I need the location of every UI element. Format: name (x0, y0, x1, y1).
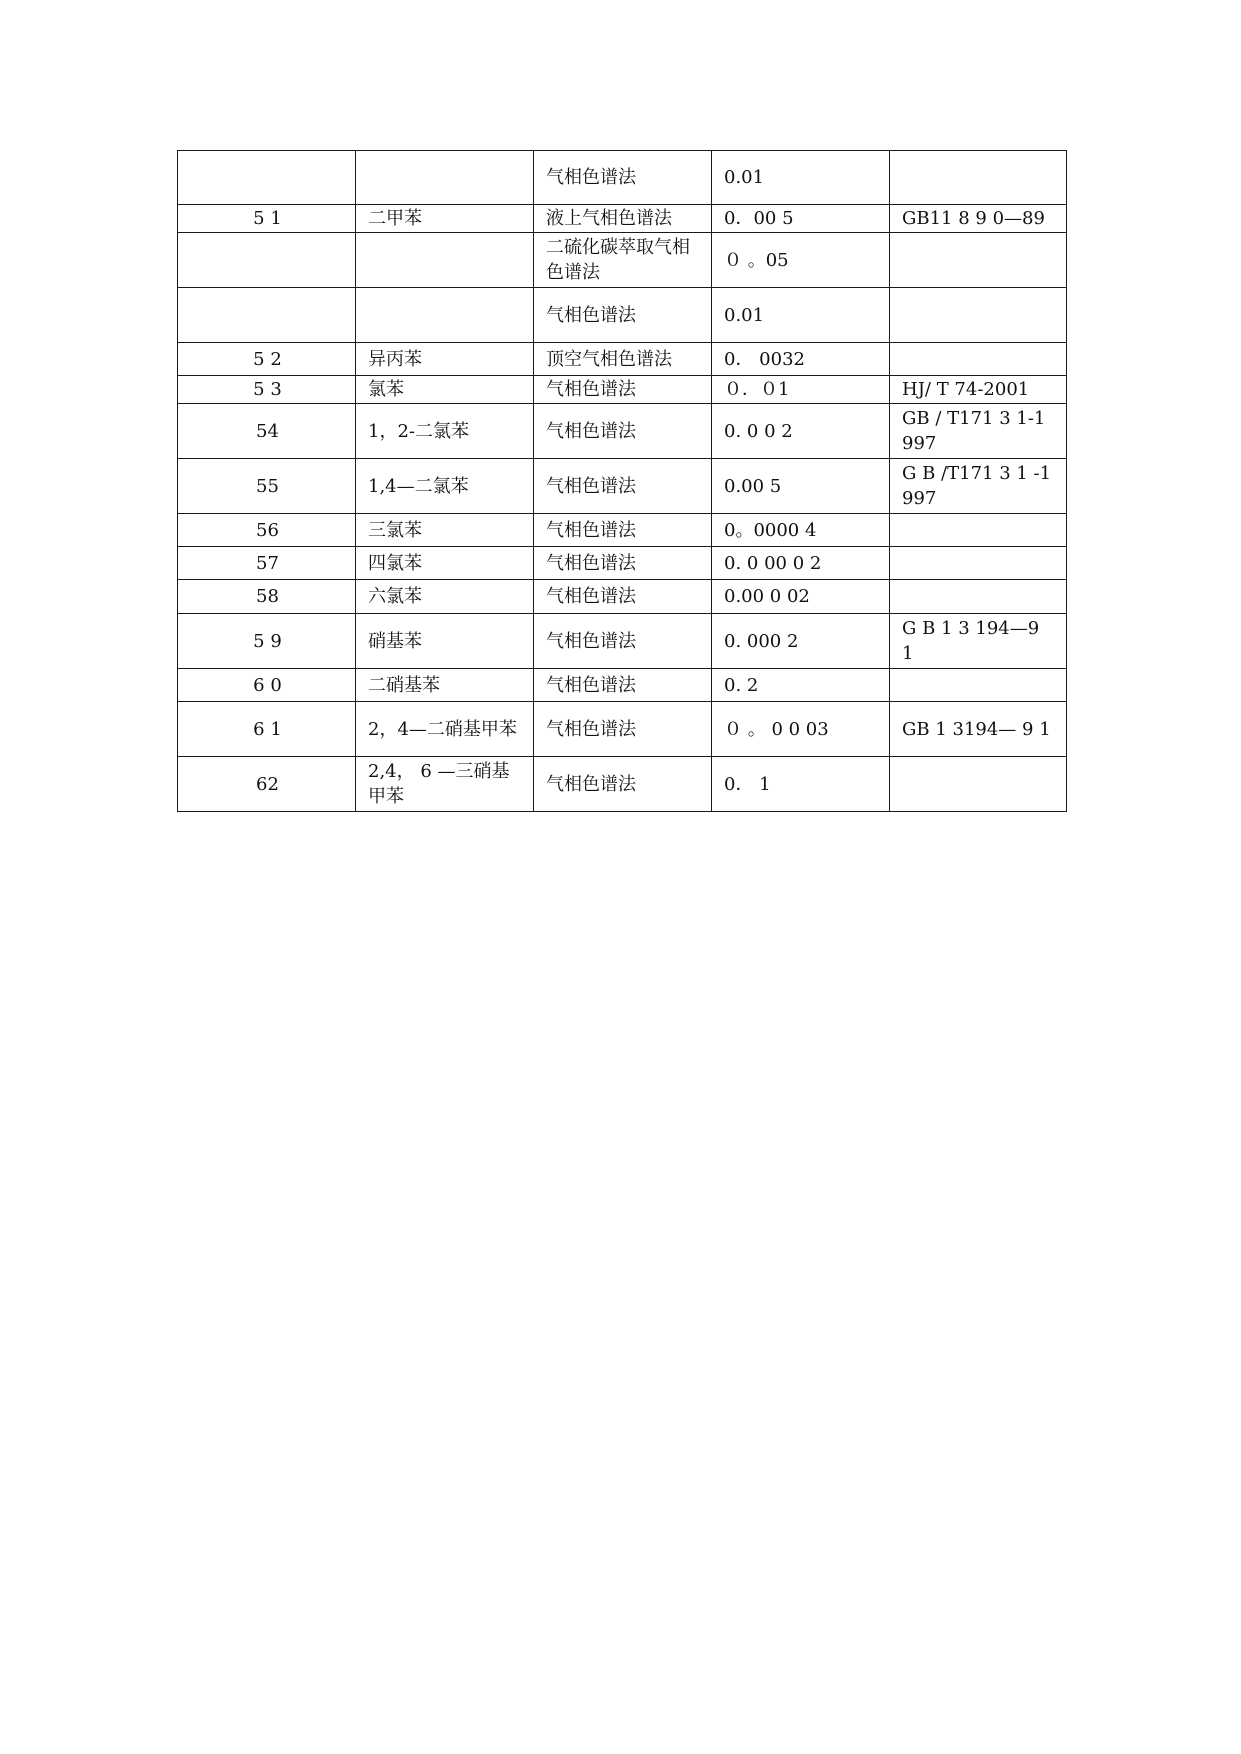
table-row (178, 614, 1067, 669)
cell-detection-limit: 0。0000 4 (712, 514, 890, 547)
cell-detection-limit: 0. 0 00 0 2 (712, 547, 890, 580)
cell-standard (890, 580, 1067, 614)
cell-detection-limit: 0.01 (712, 151, 890, 205)
cell-method: 液上气相色谱法 (534, 205, 712, 233)
cell-detection-limit: 0.00 0 02 (712, 580, 890, 614)
cell-standard (890, 669, 1067, 702)
cell-number: 5 3 (178, 376, 356, 404)
cell-detection-limit: ０．０1 (712, 376, 890, 404)
table-row (178, 205, 1067, 233)
cell-detection-limit: ０ 。 0 0 03 (712, 702, 890, 757)
table-body (178, 151, 1067, 812)
cell-substance: 六氯苯 (356, 580, 534, 614)
cell-standard: GB / T171 3 1-1997 (890, 404, 1067, 459)
cell-standard: GB11 8 9 0—89 (890, 205, 1067, 233)
cell-standard (890, 288, 1067, 343)
table-row (178, 343, 1067, 376)
table-row (178, 233, 1067, 288)
cell-substance: 二硝基苯 (356, 669, 534, 702)
cell-standard (890, 514, 1067, 547)
cell-detection-limit: 0．00 5 (712, 205, 890, 233)
cell-number: 5 1 (178, 205, 356, 233)
cell-detection-limit: 0. 0 0 2 (712, 404, 890, 459)
cell-standard (890, 547, 1067, 580)
cell-number (178, 233, 356, 288)
cell-method: 气相色谱法 (534, 459, 712, 514)
cell-method: 气相色谱法 (534, 288, 712, 343)
cell-number: 57 (178, 547, 356, 580)
table-row (178, 404, 1067, 459)
table-row (178, 459, 1067, 514)
cell-number: 55 (178, 459, 356, 514)
cell-number: 62 (178, 757, 356, 812)
cell-substance: 二甲苯 (356, 205, 534, 233)
cell-detection-limit: 0. 000 2 (712, 614, 890, 669)
cell-standard (890, 151, 1067, 205)
cell-standard (890, 233, 1067, 288)
cell-standard: G B /T171 3 1 -1997 (890, 459, 1067, 514)
cell-detection-limit: 0． 0032 (712, 343, 890, 376)
table-row (178, 702, 1067, 757)
cell-method: 气相色谱法 (534, 151, 712, 205)
table-row (178, 376, 1067, 404)
cell-substance (356, 151, 534, 205)
cell-number: 56 (178, 514, 356, 547)
cell-method: 气相色谱法 (534, 514, 712, 547)
cell-substance: 2，4—二硝基甲苯 (356, 702, 534, 757)
cell-substance: 四氯苯 (356, 547, 534, 580)
cell-number (178, 288, 356, 343)
standards-table (177, 150, 1067, 812)
cell-number (178, 151, 356, 205)
cell-number: 6 0 (178, 669, 356, 702)
cell-method: 气相色谱法 (534, 376, 712, 404)
cell-number: 6 1 (178, 702, 356, 757)
cell-number: 5 2 (178, 343, 356, 376)
table-row (178, 288, 1067, 343)
cell-detection-limit: 0.00 5 (712, 459, 890, 514)
cell-substance: 1，2-二氯苯 (356, 404, 534, 459)
cell-detection-limit: ０ 。05 (712, 233, 890, 288)
cell-method: 气相色谱法 (534, 702, 712, 757)
cell-standard (890, 757, 1067, 812)
cell-standard: G B 1 3 194—9 1 (890, 614, 1067, 669)
cell-substance: 氯苯 (356, 376, 534, 404)
table-row (178, 547, 1067, 580)
cell-detection-limit: 0． 1 (712, 757, 890, 812)
cell-number: 54 (178, 404, 356, 459)
table-row (178, 151, 1067, 205)
cell-substance (356, 288, 534, 343)
cell-number: 58 (178, 580, 356, 614)
cell-substance: 异丙苯 (356, 343, 534, 376)
cell-method: 气相色谱法 (534, 669, 712, 702)
cell-method: 气相色谱法 (534, 757, 712, 812)
cell-substance: 1,4—二氯苯 (356, 459, 534, 514)
cell-number: 5 9 (178, 614, 356, 669)
cell-method: 顶空气相色谱法 (534, 343, 712, 376)
cell-detection-limit: 0.01 (712, 288, 890, 343)
cell-standard: HJ/ T 74-2001 (890, 376, 1067, 404)
cell-detection-limit: 0. 2 (712, 669, 890, 702)
table-row (178, 580, 1067, 614)
table-row (178, 669, 1067, 702)
table-row (178, 757, 1067, 812)
cell-method: 气相色谱法 (534, 580, 712, 614)
cell-method: 二硫化碳萃取气相色谱法 (534, 233, 712, 288)
cell-substance: 三氯苯 (356, 514, 534, 547)
cell-method: 气相色谱法 (534, 614, 712, 669)
cell-substance (356, 233, 534, 288)
cell-standard: GB 1 3194— 9 1 (890, 702, 1067, 757)
cell-substance: 硝基苯 (356, 614, 534, 669)
table-row (178, 514, 1067, 547)
cell-substance: 2,4， 6 —三硝基甲苯 (356, 757, 534, 812)
cell-standard (890, 343, 1067, 376)
cell-method: 气相色谱法 (534, 547, 712, 580)
cell-method: 气相色谱法 (534, 404, 712, 459)
